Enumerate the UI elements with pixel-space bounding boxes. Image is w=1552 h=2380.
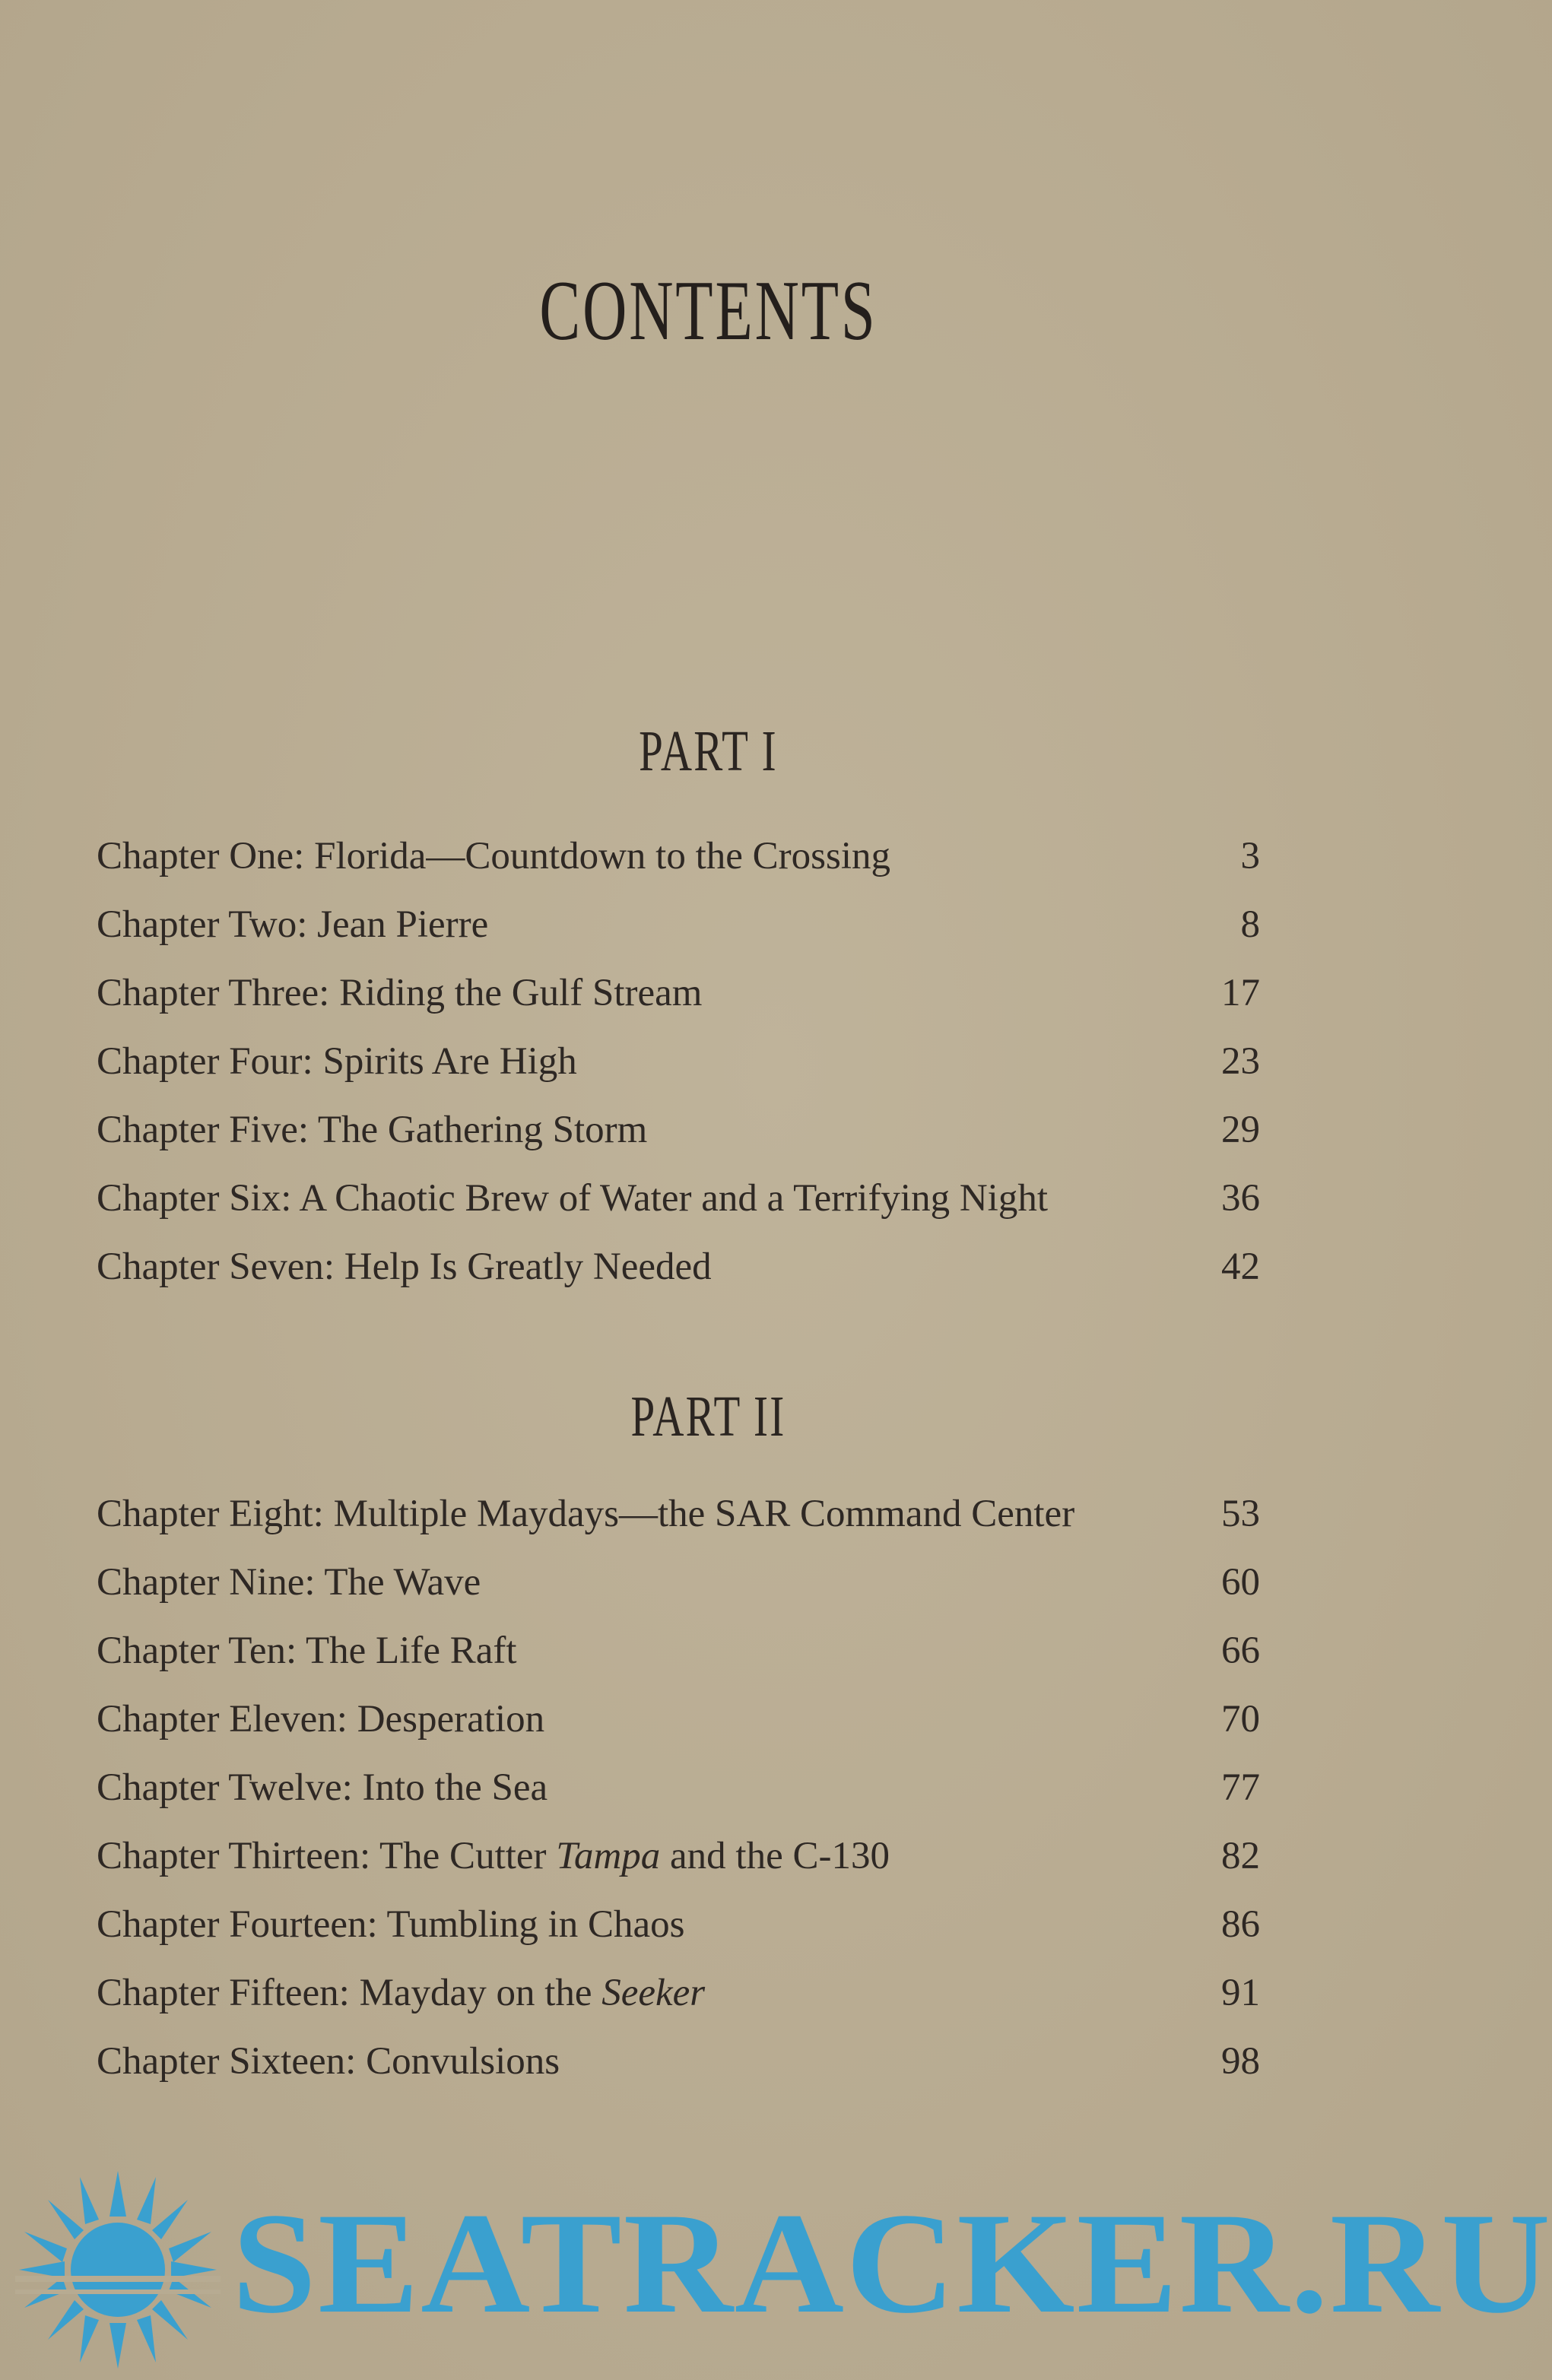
page-number: 17 [1221,972,1260,1014]
toc-entry[interactable] [97,2036,1260,2105]
chapter-title[interactable]: Chapter Twelve: Into the Sea [97,1766,548,1809]
page-number: 77 [1221,1766,1260,1809]
toc-entry[interactable] [97,1694,1260,1763]
chapter-title[interactable]: Chapter Ten: The Life Raft [97,1630,517,1672]
page-number: 86 [1221,1903,1260,1946]
part-2-heading: PART II [630,1385,786,1449]
toc-entry[interactable] [97,968,1260,1036]
part-2-chapter-list [97,1489,1260,2105]
toc-entry[interactable] [97,1489,1260,1557]
page-number: 3 [1240,835,1260,877]
toc-entry[interactable] [97,831,1260,900]
toc-entry[interactable] [97,900,1260,968]
part-1-heading: PART I [639,719,778,783]
watermark-text: SEATRACKER.RU [232,2184,1552,2344]
chapter-title[interactable]: Chapter Eight: Multiple Maydays—the SAR Command Center [97,1493,1075,1535]
toc-entry[interactable] [97,1557,1260,1626]
chapter-title[interactable]: Chapter Two: Jean Pierre [97,903,489,946]
page-number: 8 [1240,903,1260,946]
page-number: 36 [1221,1177,1260,1220]
chapter-title[interactable]: Chapter Six: A Chaotic Brew of Water and a Terrifying Night [97,1177,1049,1220]
page-number: 53 [1221,1493,1260,1535]
chapter-title[interactable]: Chapter Four: Spirits Are High [97,1040,577,1083]
page-number: 23 [1221,1040,1260,1083]
chapter-title[interactable]: Chapter Seven: Help Is Greatly Needed [97,1246,712,1288]
page-number: 42 [1221,1246,1260,1288]
toc-entry[interactable] [97,1105,1260,1173]
toc-entry[interactable] [97,1173,1260,1242]
chapter-title[interactable] [97,1968,705,2018]
chapter-title-part: Chapter Fifteen: Mayday on the [97,1972,602,2014]
chapter-title[interactable]: Chapter One: Florida—Countdown to the Crossing [97,835,891,877]
page-number: 98 [1221,2040,1260,2083]
toc-entry[interactable] [97,1831,1260,1899]
toc-entry[interactable] [97,1626,1260,1694]
page-number: 70 [1221,1698,1260,1741]
chapter-title[interactable]: Chapter Five: The Gathering Storm [97,1109,648,1151]
chapter-title[interactable]: Chapter Three: Riding the Gulf Stream [97,972,703,1014]
toc-entry[interactable] [97,1763,1260,1831]
page-title: CONTENTS [539,264,878,358]
page-number: 82 [1221,1835,1260,1877]
toc-entry[interactable] [97,1242,1260,1310]
watermark [15,2171,1552,2369]
toc-entry[interactable] [97,1899,1260,1968]
sun-over-sea-icon [15,2171,221,2369]
chapter-title[interactable]: Chapter Nine: The Wave [97,1561,481,1604]
toc-entry[interactable] [97,1968,1260,2036]
page-number: 91 [1221,1972,1260,2014]
chapter-title-part: Chapter Thirteen: The Cutter [97,1835,557,1877]
ship-name: Seeker [601,1972,706,2014]
ship-name: Tampa [556,1835,661,1877]
page-number: 29 [1221,1109,1260,1151]
chapter-title[interactable] [97,1831,890,1881]
page-number: 60 [1221,1561,1260,1604]
toc-entry[interactable] [97,1036,1260,1105]
chapter-title[interactable]: Chapter Eleven: Desperation [97,1698,545,1741]
page-number: 66 [1221,1630,1260,1672]
chapter-title[interactable]: Chapter Fourteen: Tumbling in Chaos [97,1903,685,1946]
chapter-title-part: and the C-130 [660,1835,890,1877]
chapter-title[interactable]: Chapter Sixteen: Convulsions [97,2040,560,2083]
part-1-chapter-list [97,831,1260,1310]
